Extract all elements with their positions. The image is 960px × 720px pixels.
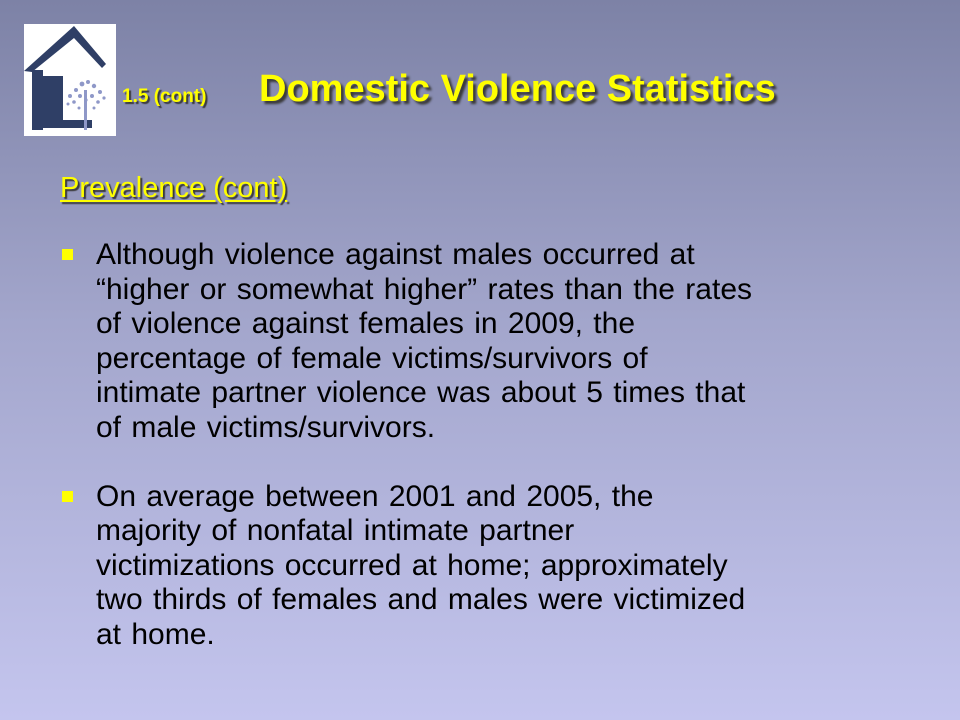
bullet-line: intimate partner violence was about 5 times that (96, 376, 746, 410)
bullet-line: Although violence against males occurred at (96, 238, 695, 271)
house-tree-logo-icon (24, 24, 116, 136)
square-bullet-icon (62, 491, 73, 502)
bullet-line: at home. (96, 617, 215, 651)
section-heading: Prevalence (cont) (60, 172, 288, 204)
bullet-item (60, 238, 910, 446)
square-bullet-icon (62, 249, 73, 260)
bullet-line: of male victims/survivors. (96, 410, 436, 444)
bullet-line: On average between 2001 and 2005, the (96, 479, 654, 513)
bullet-line: of violence against females in 2009, the (96, 307, 636, 341)
bullet-line: two thirds of females and males were victimized (96, 583, 746, 617)
bullet-line: percentage of female victims/survivors of (96, 341, 648, 375)
bullet-line: “higher or somewhat higher” rates than the rates (96, 272, 752, 306)
bullet-item (60, 480, 910, 653)
section-number: 1.5 (cont) (122, 86, 207, 107)
bullet-list (60, 238, 910, 687)
bullet-text (96, 238, 910, 446)
bullet-line: victimizations occurred at home; approximately (96, 548, 728, 582)
bullet-line: majority of nonfatal intimate partner (96, 514, 575, 548)
slide-title: Domestic Violence Statistics (259, 68, 776, 110)
bullet-text (96, 480, 910, 653)
